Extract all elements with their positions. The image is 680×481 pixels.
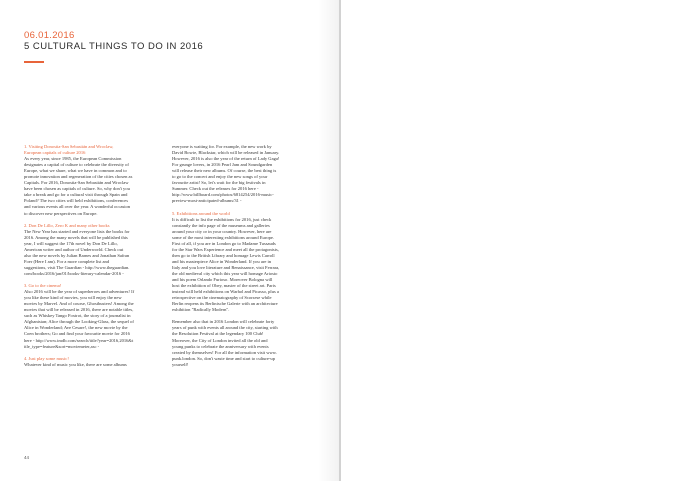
body-line: exhibition "Radically Modern". bbox=[172, 307, 230, 313]
text-block bbox=[24, 144, 173, 217]
article-title: 5 CULTURAL THINGS TO DO IN 2016 bbox=[24, 41, 204, 52]
body-line: punk.london. So, don't waste time and start to culture-up bbox=[172, 355, 275, 361]
body-line: Moreover, the City of London invited all the old and bbox=[172, 337, 268, 343]
text-column-1 bbox=[24, 144, 173, 368]
body-line: American writer and author of Underworld. Check out bbox=[24, 246, 124, 252]
body-line: you like these kind of movies, you will enjoy the new bbox=[24, 295, 122, 301]
body-line: some of the most interesting exhibitions around Europe. bbox=[172, 234, 275, 240]
body-line: Also 2016 will be the year of superheroes and adventures! If bbox=[24, 289, 135, 295]
section-heading: 5. Exhibitions around the world bbox=[172, 210, 230, 216]
body-line: It is difficult to list the exhibitions for 2016, just check bbox=[172, 216, 272, 222]
body-line: promote innovation and regeneration of the cities chosen as bbox=[24, 174, 133, 180]
body-line: retrospective on the cinematography of Scorsese while bbox=[172, 295, 272, 301]
body-line: Capitals. For 2016, Donostia-San Sebastián and Wroclaw bbox=[24, 180, 129, 186]
text-column-2 bbox=[172, 144, 321, 368]
body-line: host the exhibition of Obey, master of the street art. Paris bbox=[172, 283, 276, 289]
body-line: the Resolution Festival at the legendary 100 Club! bbox=[172, 331, 264, 337]
body-line: 2016. Among the many novels that will be published this bbox=[24, 234, 128, 240]
text-block bbox=[24, 356, 173, 368]
body-line: com/books/2016/jan/01/books-literary-calendar-2016 - bbox=[24, 270, 124, 276]
body-line: will release their new albums. Of course, the best thing is bbox=[172, 168, 277, 174]
body-line: constantly the info page of the museums and galleries bbox=[172, 222, 270, 228]
page-number: 44 bbox=[24, 455, 30, 460]
text-block bbox=[172, 144, 321, 204]
body-line: Remember also that in 2016 London will celebrate forty bbox=[172, 319, 275, 325]
body-line: such as Whiskey Tango Foxtrot, the story of a journalist in bbox=[24, 313, 131, 319]
body-line: young punks to celebrate the anniversary with events bbox=[172, 343, 269, 349]
body-line: suggestions, visit The Guardian - http://www.theguardian. bbox=[24, 264, 130, 270]
section-heading: 2. Don De Lillo, Zero K and many other books bbox=[24, 222, 110, 228]
body-line: and his masterpiece Alice in Wonderland. If you are in bbox=[172, 258, 272, 264]
body-line: As every year, since 1985, the European Commission bbox=[24, 156, 122, 162]
body-line: to go to the concert and enjoy the new songs of your bbox=[172, 174, 268, 180]
body-line: and various events all over the year. A wonderful occasion bbox=[24, 204, 131, 210]
body-line: The New Year has started and everyone lists the books for bbox=[24, 228, 130, 234]
body-line: for the Star Wars Experience and meet all the protagonists, bbox=[172, 246, 279, 252]
body-line: Italy and you love literature and Renaissance, visit Ferrara, bbox=[172, 264, 280, 270]
body-line: favourite artist! So, let's wait for the big festivals in bbox=[172, 180, 266, 186]
body-line: Poland? The two cities will held exhibitions, conferences bbox=[24, 198, 128, 204]
section-body bbox=[172, 217, 321, 314]
body-line: Summer. Check out the releases for 2016 here - bbox=[172, 186, 259, 192]
article-date: 06.01.2016 bbox=[24, 30, 75, 41]
body-line: Afghanistan; Alice through the Looking-Glass, the sequel of bbox=[24, 319, 134, 325]
body-line: instead will held exhibitions on Warhol and Picasso, plus a bbox=[172, 289, 279, 295]
body-line: have been chosen as capitals of culture. So, why don't you bbox=[24, 186, 130, 192]
body-line: year, I will suggest the 17th novel by Don De Lillo, bbox=[24, 240, 118, 246]
body-line: everyone is waiting for. For example, the new work by bbox=[172, 144, 272, 149]
body-line: around your city or in your country. However, here are bbox=[172, 228, 272, 234]
text-block bbox=[172, 319, 321, 367]
gutter-shadow bbox=[318, 0, 339, 481]
text-block bbox=[24, 283, 173, 350]
section-body bbox=[24, 362, 173, 368]
left-page bbox=[0, 0, 339, 481]
section-heading: European capitals of culture 2016 bbox=[24, 150, 86, 156]
section-heading: 3. Go to the cinema! bbox=[24, 283, 62, 289]
body-line: Foer (Here I am). For a more complete list and bbox=[24, 258, 110, 264]
section-body bbox=[172, 144, 321, 204]
section-body bbox=[24, 156, 173, 216]
section-heading: 4. Just play some music! bbox=[24, 355, 69, 361]
section-body bbox=[24, 289, 173, 349]
body-line: Coen brothers; Go and find your favourite movie for 2016 bbox=[24, 331, 130, 337]
body-line: Alice in Wonderland; Ave Cesare!, the new movie by the bbox=[24, 325, 128, 331]
body-line: and his poem Orlando Furioso. Moreover Bologna will bbox=[172, 277, 273, 283]
body-line: created by themselves! For all the information visit www. bbox=[172, 349, 277, 355]
body-line: movies by Marvel. And of course, Ghostbusters! Among the bbox=[24, 301, 134, 307]
body-line: Whatever kind of music you like, there are some albums bbox=[24, 361, 127, 367]
text-block bbox=[24, 223, 173, 277]
body-line: years of punk with events all around the city, starting with bbox=[172, 325, 278, 331]
body-line: For grunge lovers, in 2016 Pearl Jam and Soundgarden bbox=[172, 162, 273, 168]
body-line: then go to the British Library and homage Lewis Carroll bbox=[172, 252, 275, 258]
section-heading: 1. Visiting Donostia-San Sebastián and Wroclaw, bbox=[24, 144, 114, 149]
right-page-blank bbox=[341, 0, 680, 481]
body-line: However, 2016 is also the year of the return of Lady Gaga! bbox=[172, 156, 280, 162]
body-line: First of all, if you are in London go to Madame Tussauds bbox=[172, 240, 276, 246]
body-line: also the new novels by Julian Barnes and Jonathan Safran bbox=[24, 252, 130, 258]
section-body bbox=[172, 319, 321, 367]
body-line: itle_type=feature&sort=moviemeter,asc - bbox=[24, 343, 100, 349]
body-line: here - http://www.imdb.com/search/title?year=2016,2016&t bbox=[24, 337, 134, 343]
body-line: movies that will be released in 2016, there are notable titles, bbox=[24, 307, 134, 313]
body-line: yourself! bbox=[172, 361, 189, 367]
body-line: the old medieval city which this year will homage Ariosto bbox=[172, 270, 278, 276]
body-line: http://www.billboard.com/photos/6814254/2016-music- bbox=[172, 192, 274, 198]
body-line: designates a capital of culture to celebrate the diversity of bbox=[24, 162, 129, 168]
body-line: to discover new perspectives on Europe. bbox=[24, 210, 98, 216]
body-line: preview-most-anticipated-albums/31 - bbox=[172, 198, 242, 204]
body-line: David Bowie, Blackstar, which will be released in January. bbox=[172, 150, 280, 156]
section-body bbox=[24, 229, 173, 277]
body-line: Europe, what we share, what we have in common and to bbox=[24, 168, 127, 174]
body-line: Berlin reopens its Berlinische Galerie with an architecture bbox=[172, 301, 278, 307]
body-line: take a break and go for a cultural visit through Spain and bbox=[24, 192, 128, 198]
text-block bbox=[172, 211, 321, 314]
accent-rule bbox=[24, 61, 44, 63]
